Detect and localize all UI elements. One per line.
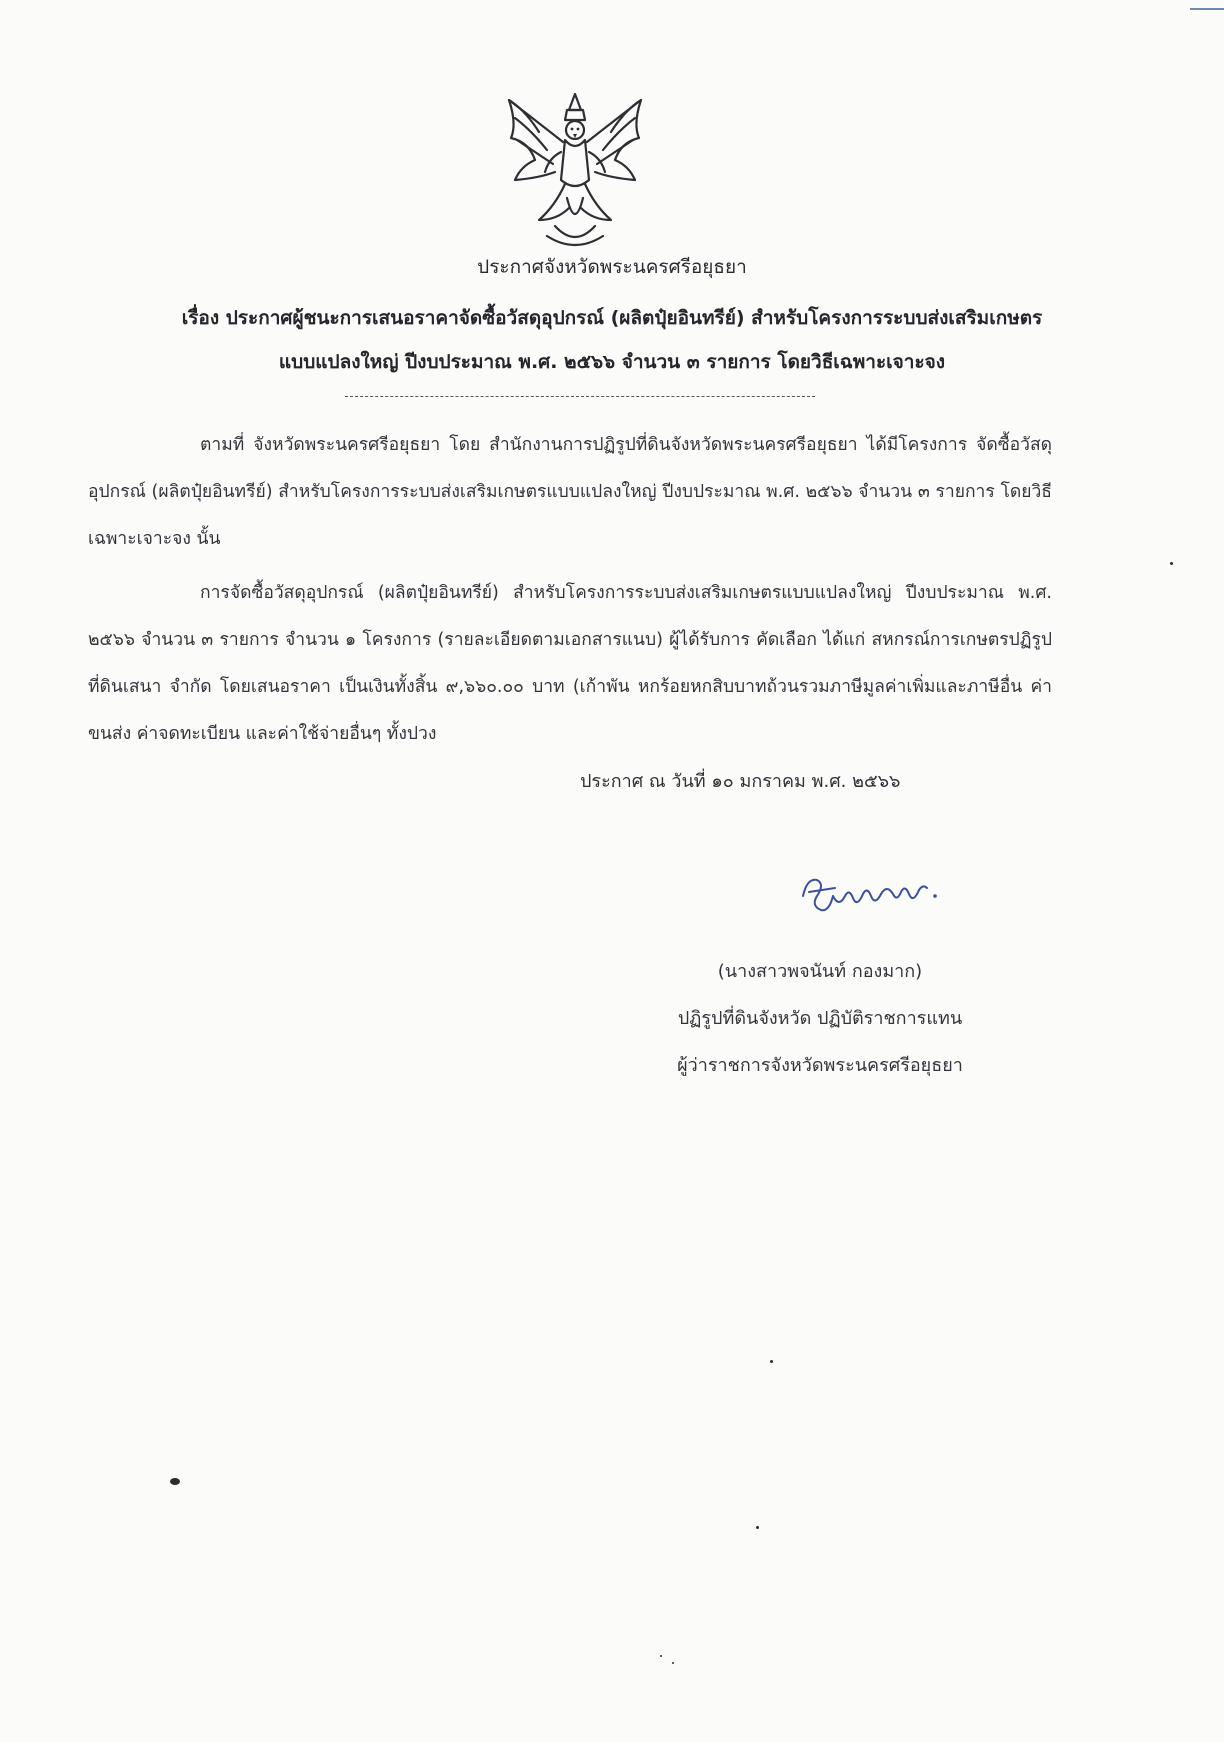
scan-speck — [660, 1655, 662, 1657]
handwritten-signature-icon — [795, 866, 965, 926]
paragraph-2-text: การจัดซื้อวัสดุอุปกรณ์ (ผลิตปุ๋ยอินทรีย์) สำหรับโครงการระบบส่งเสริมเกษตรแบบแปลงใหญ่ ปีงบประมาณ พ.ศ. ๒๕๖๖ จำนวน ๓ รายการ จำนวน ๑ โครงการ (รายละเอียดตามเอกสารแนบ) ผู้ได้รับการ คัดเลือก ได้แก่ สหกรณ์การเกษตรปฏิรูปที่ดินเสนา จำกัด โดยเสนอราคา เป็นเงินทั้งสิ้น ๙,๖๖๐.๐๐ บาท (เก้าพัน หกร้อยหกสิบบาทถ้วนรวมภาษีมูลค่าเพิ่มและภาษีอื่น ค่าขนส่ง ค่าจดทะเบียน และค่าใช้จ่ายอื่นๆ ทั้งปวง — [88, 583, 1052, 744]
body-paragraph-2 — [88, 570, 1052, 758]
signer-block — [600, 948, 1040, 1089]
paragraph-1-text: ตามที่ จังหวัดพระนครศรีอยุธยา โดย สำนักงานการปฏิรูปที่ดินจังหวัดพระนครศรีอยุธยา ได้มีโครงการ จัดซื้อวัสดุอุปกรณ์ (ผลิตปุ๋ยอินทรีย์) สำหรับโครงการระบบส่งเสริมเกษตรแบบแปลงใหญ่ ปีงบประมาณ พ.ศ. ๒๕๖๖ จำนวน ๓ รายการ โดยวิธีเฉพาะเจาะจง นั้น — [88, 435, 1052, 549]
scan-speck — [1170, 562, 1173, 565]
subject-line-2: แบบแปลงใหญ่ ปีงบประมาณ พ.ศ. ๒๕๖๖ จำนวน ๓ รายการ โดยวิธีเฉพาะเจาะจง — [278, 351, 946, 373]
scan-edge-mark — [1190, 8, 1224, 10]
signer-name: (นางสาวพจนันท์ กองมาก) — [717, 961, 923, 982]
announcement-subject — [110, 296, 1114, 384]
garuda-emblem-icon — [495, 80, 655, 255]
scan-speck — [672, 1662, 674, 1664]
signer-position-1: ปฏิรูปที่ดินจังหวัด ปฏิบัติราชการแทน — [677, 1008, 963, 1029]
scan-speck — [756, 1526, 759, 1529]
scan-speck — [770, 1360, 773, 1363]
announcement-date: ประกาศ ณ วันที่ ๑๐ มกราคม พ.ศ. ๒๕๖๖ — [580, 771, 901, 792]
signer-position-2: ผู้ว่าราชการจังหวัดพระนครศรีอยุธยา — [677, 1055, 963, 1076]
dashed-divider — [345, 396, 815, 397]
issuing-organization: ประกาศจังหวัดพระนครศรีอยุธยา — [477, 256, 747, 278]
scan-speck — [170, 1478, 180, 1485]
subject-line-1: เรื่อง ประกาศผู้ชนะการเสนอราคาจัดซื้อวัสดุอุปกรณ์ (ผลิตปุ๋ยอินทรีย์) สำหรับโครงการระบบส่งเสริมเกษตร — [181, 307, 1043, 329]
body-paragraph-1 — [88, 422, 1052, 563]
